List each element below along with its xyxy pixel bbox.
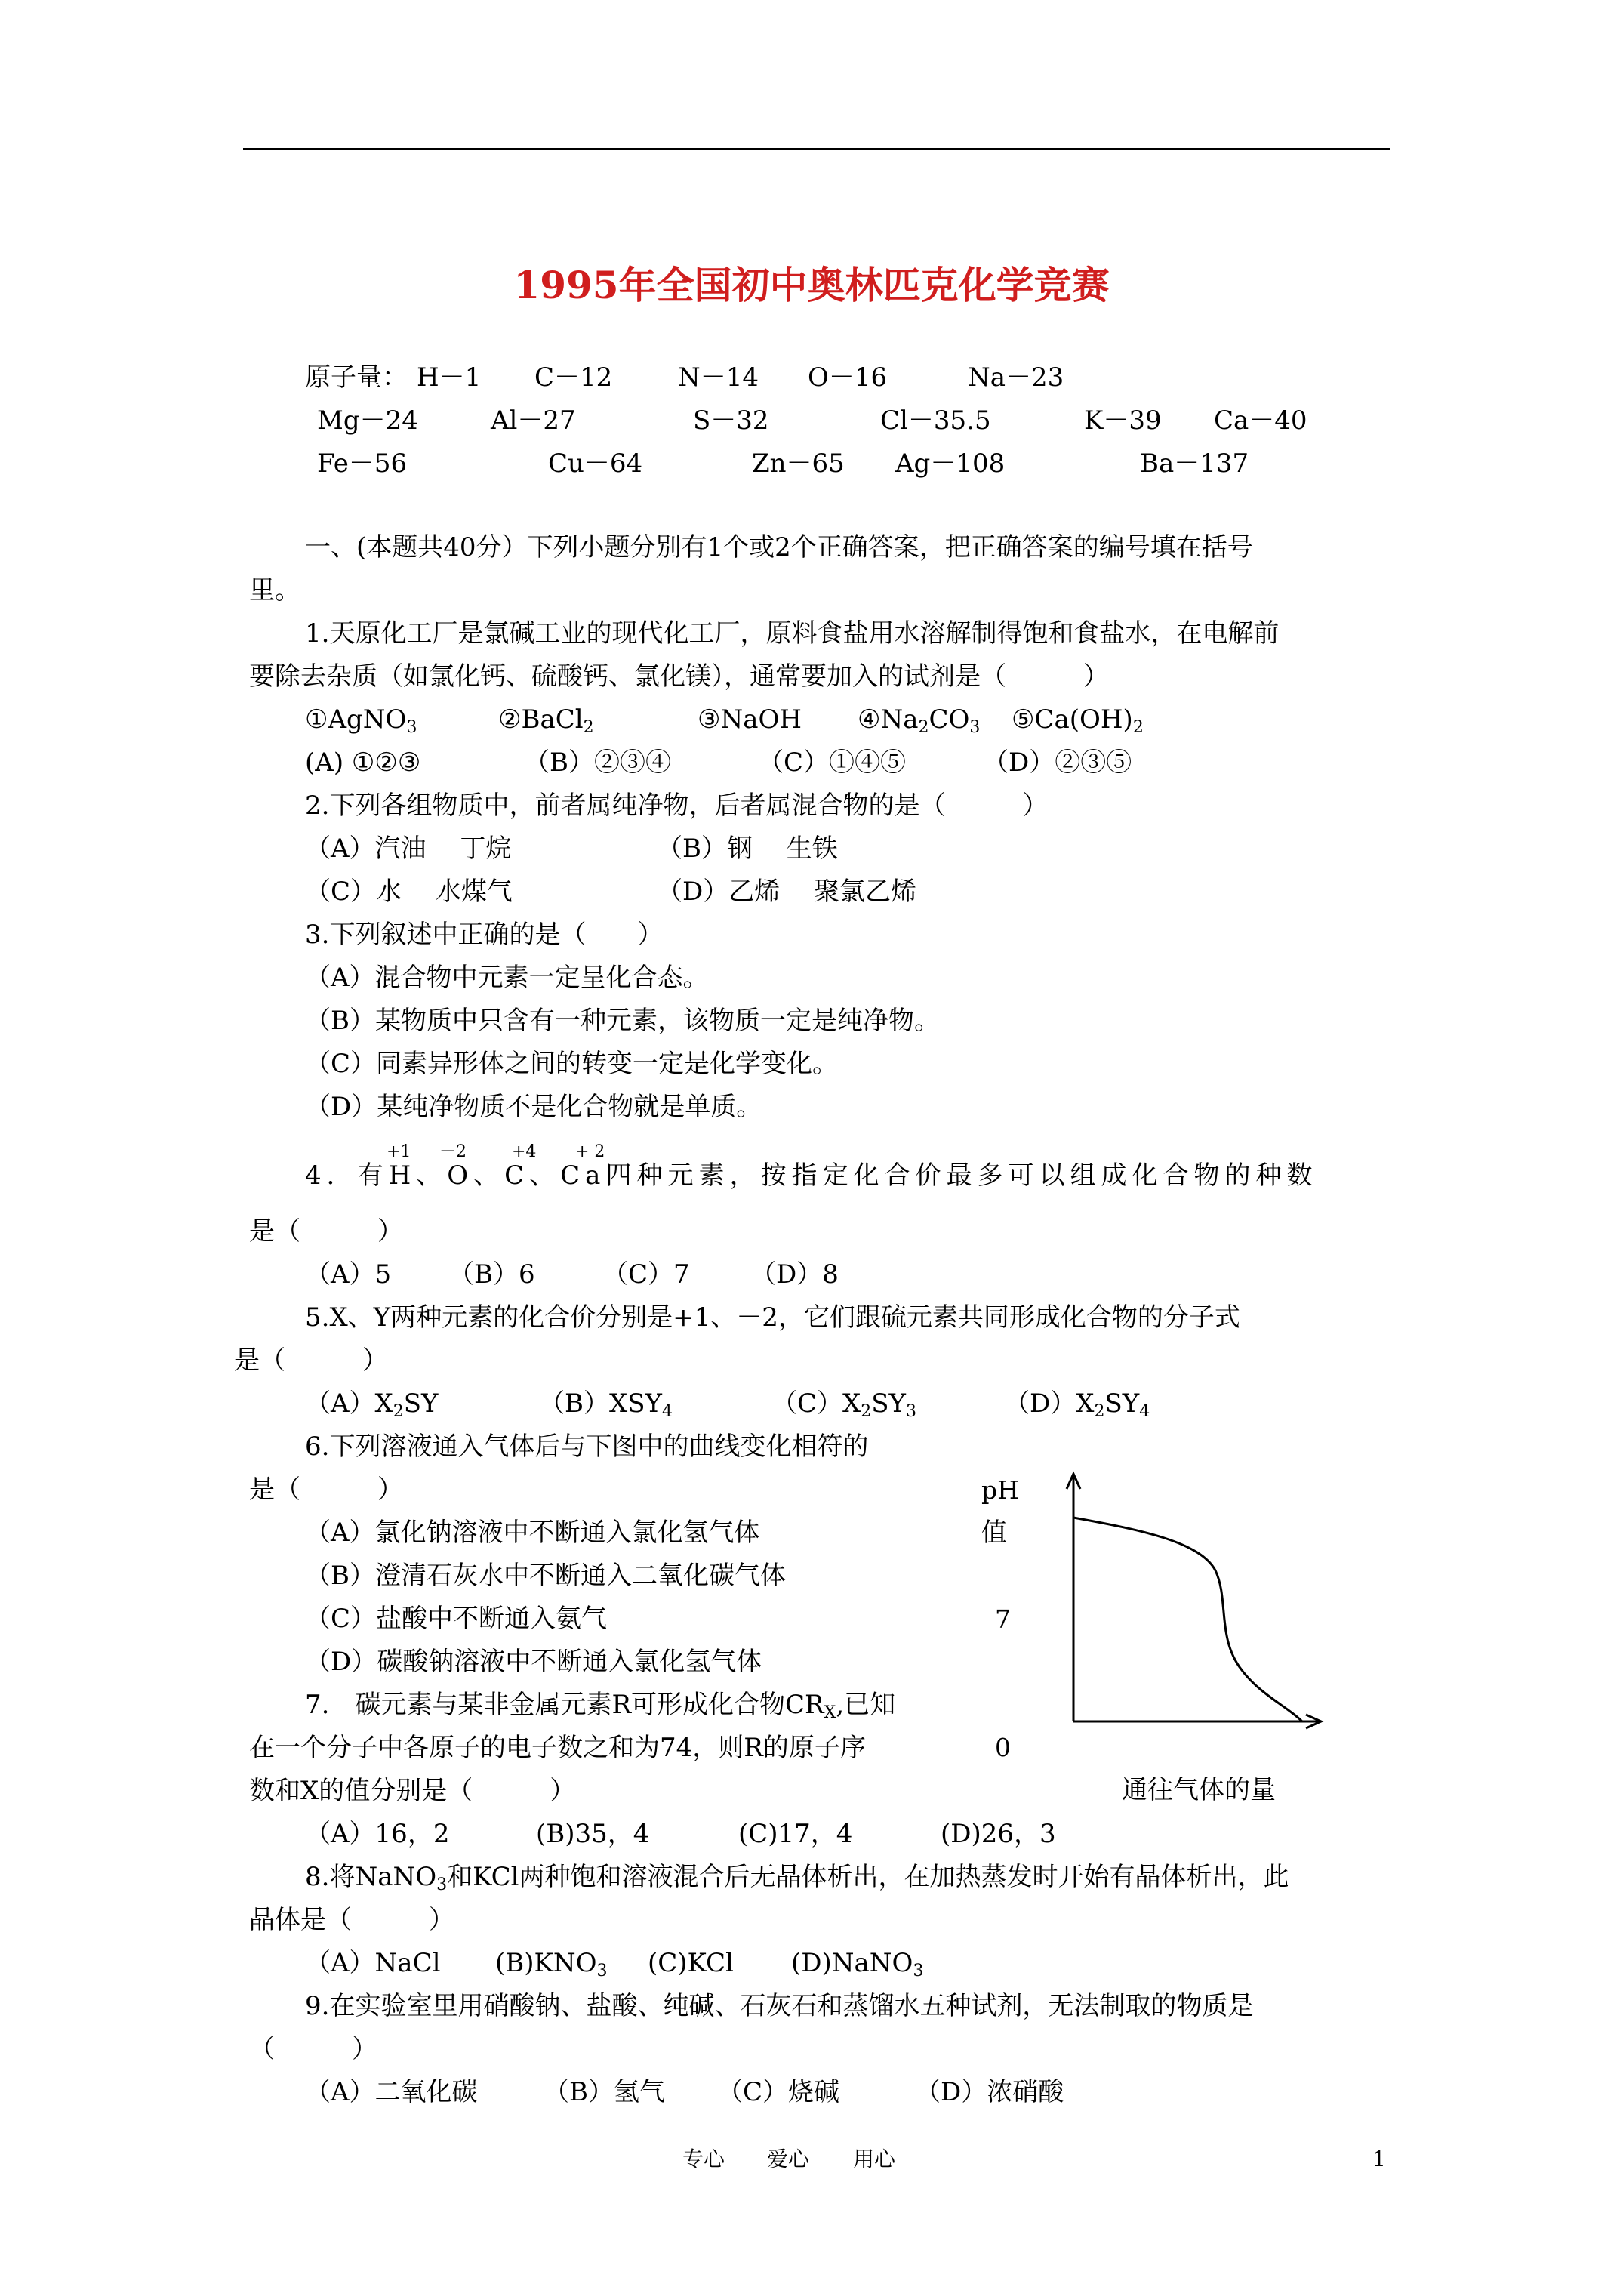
atomic-cu: Cu－64 [548,448,643,479]
q1-option-a: (A) ①②③ [305,747,421,778]
q2-option-c: （C）水 水煤气 [305,877,513,907]
q3-option-c: （C）同素异形体之间的转变一定是化学变化。 [305,1049,839,1079]
q8-option-d: (D)NaNO$_3$ [791,1948,924,1980]
atomic-c: C－12 [534,362,613,393]
footer-motto-2: 爱心 [767,2147,810,2171]
q6-option-a: （A）氯化钠溶液中不断通入氯化氢气体 [305,1518,760,1548]
atomic-prefix: 原子量： [305,362,408,393]
q4-valence-h: +1 [387,1142,411,1161]
q8-line1: 8.将NaNO$_3$和KCl两种饱和溶液混合后无晶体析出，在加热蒸发时开始有晶体析出，此 [305,1862,1289,1894]
atomic-al: Al－27 [491,405,576,436]
graph-canvas [1057,1457,1344,1737]
graph-ylabel-ph: pH [981,1475,1019,1505]
header-rule [243,148,1390,150]
q3-stem: 3.下列叙述中正确的是（ ） [305,920,664,950]
q4-option-b: （B）6 [448,1259,535,1290]
q2-stem: 2.下列各组物质中，前者属纯净物，后者属混合物的是（ ） [305,791,1049,821]
q2-option-a: （A）汽油 丁烷 [305,834,512,864]
atomic-ca: Ca－40 [1214,405,1307,436]
q2-option-d: （D）乙烯 聚氯乙烯 [657,877,917,907]
q4-valence-ca: + 2 [575,1142,605,1161]
q6-option-b: （B）澄清石灰水中不断通入二氧化碳气体 [305,1561,786,1591]
q5-option-d: $(D)X_2SY_4$ [1004,1388,1150,1421]
q4-option-c: （C）7 [602,1259,690,1290]
graph-label-seven: 7 [995,1604,1011,1634]
atomic-fe: Fe－56 [317,448,408,479]
section1-line1: 一、(本题共40分）下列小题分别有1个或2个正确答案，把正确答案的编号填在括号 [305,532,1253,562]
atomic-na: Na－23 [968,362,1064,393]
q1-reagent-2: ②BaCl$_2$ [498,704,594,737]
atomic-n: N－14 [678,362,759,393]
q9-option-c: （C）烧碱 [717,2077,840,2107]
q5-option-b: $(B)XSY_4$ [539,1388,673,1421]
q6-option-c: （C）盐酸中不断通入氨气 [305,1604,608,1634]
footer-motto-1: 专心 [682,2147,725,2171]
q3-option-d: （D）某纯净物质不是化合物就是单质。 [305,1092,762,1122]
q7-option-c: (C)17，4 [738,1819,853,1849]
q8-option-a: （A）NaCl [305,1948,441,1978]
q3-option-a: （A）混合物中元素一定呈化合态。 [305,963,709,993]
q1-reagent-3: ③NaOH [698,704,802,735]
q1-line2: 要除去杂质（如氯化钙、硫酸钙、氯化镁），通常要加入的试剂是（ ） [249,661,1109,692]
atomic-o: O－16 [808,362,888,393]
q1-reagent-1: ①AgNO$_3$ [305,704,417,737]
q9-line2: （ ） [249,2034,377,2064]
q9-option-d: （D）浓硝酸 [915,2077,1064,2107]
graph-xlabel: 通往气体的量 [1122,1775,1276,1805]
q1-line1: 1.天原化工厂是氯碱工业的现代化工厂，原料食盐用水溶解制得饱和食盐水，在电解前 [305,618,1280,649]
q7-line2: 在一个分子中各原子的电子数之和为74，则R的原子序 [249,1733,866,1763]
q6-line2: 是（ ） [249,1475,403,1505]
q5-line1: 5.X、Y两种元素的化合价分别是+1、－2，它们跟硫元素共同形成化合物的分子式 [305,1302,1240,1333]
q7-line1: 7. 碳元素与某非金属元素R可形成化合物$CR_X$,已知 [305,1690,896,1722]
q6-option-d: （D）碳酸钠溶液中不断通入氯化氢气体 [305,1647,762,1677]
atomic-s: S－32 [693,405,769,436]
q9-line1: 9.在实验室里用硝酸钠、盐酸、纯碱、石灰石和蒸馏水五种试剂，无法制取的物质是 [305,1991,1254,2021]
q8-option-c: (C)KCl [648,1948,734,1978]
q3-option-b: （B）某物质中只含有一种元素，该物质一定是纯净物。 [305,1006,940,1036]
graph-label-zero: 0 [995,1733,1011,1762]
page-number: 1 [1372,2147,1386,2171]
q4-option-a: （A）5 [305,1259,392,1290]
q1-option-c: （C）①④⑤ [758,747,907,778]
q6-line1: 6.下列溶液通入气体后与下图中的曲线变化相符的 [305,1432,869,1462]
atomic-ag: Ag－108 [895,448,1006,479]
atomic-h: H－1 [417,362,482,393]
q9-option-b: （B）氢气 [544,2077,665,2107]
atomic-k: K－39 [1084,405,1162,436]
q4-valence-o: －2 [439,1142,467,1161]
q4-line1: 4．有H、O、C、Ca四种元素，按指定化合价最多可以组成化合物的种数 [305,1160,1318,1191]
q1-reagent-4: $④Na_2CO_3$ [858,704,981,737]
q4-valence-c: +4 [512,1142,537,1161]
page-title: 1995年全国初中奥林匹克化学竞赛 [513,263,1110,307]
q8-line2: 晶体是（ ） [249,1905,454,1935]
graph-ph-curve [1073,1518,1302,1721]
q1-option-d: （D）②③⑤ [983,747,1132,778]
q5-option-c: $(C)X_2SY_3$ [771,1388,916,1421]
q4-option-d: （D）8 [750,1259,839,1290]
atomic-ba: Ba－137 [1140,448,1249,479]
q8-option-b: $(B)KNO_3$ [495,1948,608,1980]
q7-option-d: (D)26，3 [941,1819,1056,1849]
q9-option-a: （A）二氧化碳 [305,2077,478,2107]
q5-option-a: $(A)X_2SY$ [305,1388,439,1421]
q7-line3: 数和X的值分别是（ ） [249,1776,576,1806]
atomic-cl: Cl－35.5 [880,405,991,436]
q5-line2: 是（ ） [234,1345,388,1376]
q7-option-a: （A）16，2 [305,1819,450,1849]
q2-option-b: （B）钢 生铁 [657,834,838,864]
atomic-mg: Mg－24 [317,405,418,436]
footer-motto-3: 用心 [853,2147,896,2171]
section1-line2: 里。 [249,575,300,606]
q1-reagent-5: $⑤Ca(OH)_2$ [1012,704,1144,737]
graph-ylabel-value: 值 [981,1518,1007,1548]
q7-option-b: (B)35，4 [536,1819,650,1849]
atomic-zn: Zn－65 [752,448,845,479]
q4-line2: 是（ ） [249,1216,403,1247]
q1-option-b: （B）②③④ [524,747,671,778]
